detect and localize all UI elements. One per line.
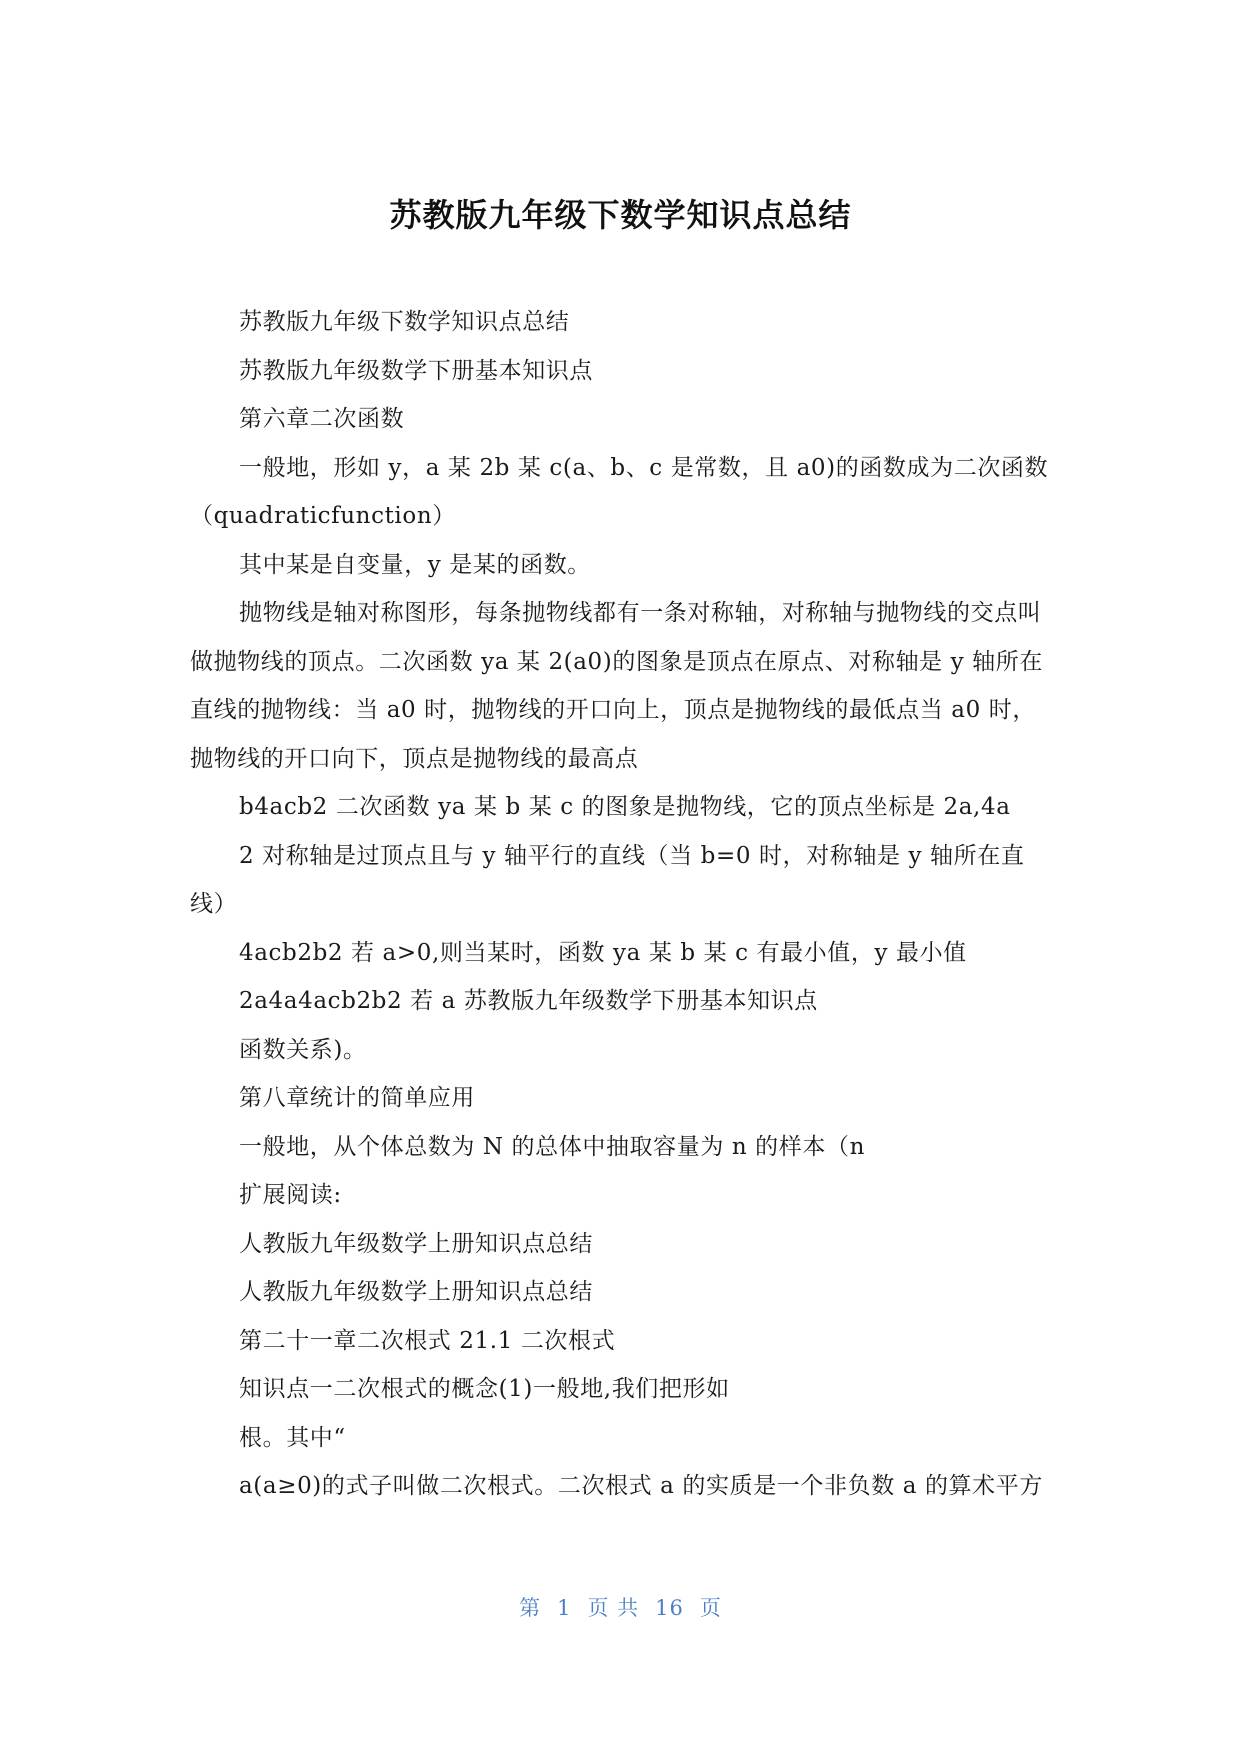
paragraph: 一般地，从个体总数为 N 的总体中抽取容量为 n 的样本（n — [239, 1133, 865, 1160]
paragraph: b4acb2 二次函数 ya 某 b 某 c 的图象是抛物线，它的顶点坐标是 2a,4a — [239, 794, 1011, 820]
paragraph: 第八章统计的简单应用 — [239, 1085, 475, 1111]
paragraph: 苏教版九年级下数学知识点总结 — [239, 309, 570, 335]
document-body — [190, 298, 1052, 1511]
footer-current-page: 1 — [557, 1596, 572, 1620]
paragraph: 2 对称轴是过顶点且与 y 轴平行的直线（当 b=0 时，对称轴是 y 轴所在直线） — [190, 842, 1025, 917]
paragraph: 函数关系)。 — [239, 1036, 367, 1063]
paragraph: 扩展阅读: — [239, 1182, 342, 1208]
paragraph: 人教版九年级数学上册知识点总结 — [239, 1230, 593, 1257]
footer-prefix: 第 — [519, 1596, 542, 1620]
document-title: 苏教版九年级下数学知识点总结 — [389, 196, 852, 234]
paragraph: 知识点一二次根式的概念(1)一般地,我们把形如 — [239, 1376, 730, 1402]
paragraph: 抛物线是轴对称图形，每条抛物线都有一条对称轴，对称轴与抛物线的交点叫做抛物线的顶点。二次函数 ya 某 2(a0)的图象是顶点在原点、对称轴是 y 轴所在直线的抛物线：当 a0 时，抛物线的开口向上，顶点是抛物线的最低点当 a0 时，抛物线的开口向下，顶点是抛物线的最高点 — [190, 600, 1043, 772]
paragraph: 4acb2b2 若 a>0,则当某时，函数 ya 某 b 某 c 有最小值，y 最小值 — [239, 939, 967, 966]
footer-suffix: 页 — [699, 1596, 722, 1620]
paragraph: 一般地，形如 y，a 某 2b 某 c(a、b、c 是常数，且 a0)的函数成为二次函数（quadraticfunction） — [190, 454, 1049, 529]
paragraph: 其中某是自变量，y 是某的函数。 — [239, 551, 591, 578]
paragraph: 2a4a4acb2b2 若 a 苏教版九年级数学下册基本知识点 — [239, 988, 818, 1014]
paragraph: 人教版九年级数学上册知识点总结 — [239, 1279, 593, 1305]
paragraph: 根。其中“ — [239, 1424, 346, 1451]
paragraph: 苏教版九年级数学下册基本知识点 — [239, 357, 593, 384]
footer-total-pages: 16 — [655, 1596, 684, 1620]
page-footer — [0, 1592, 1241, 1622]
footer-middle: 页 共 — [587, 1596, 640, 1620]
paragraph: a(a≥0)的式子叫做二次根式。二次根式 a 的实质是一个非负数 a 的算术平方 — [239, 1473, 1043, 1499]
paragraph: 第二十一章二次根式 21.1 二次根式 — [239, 1327, 616, 1354]
paragraph: 第六章二次函数 — [239, 406, 405, 432]
